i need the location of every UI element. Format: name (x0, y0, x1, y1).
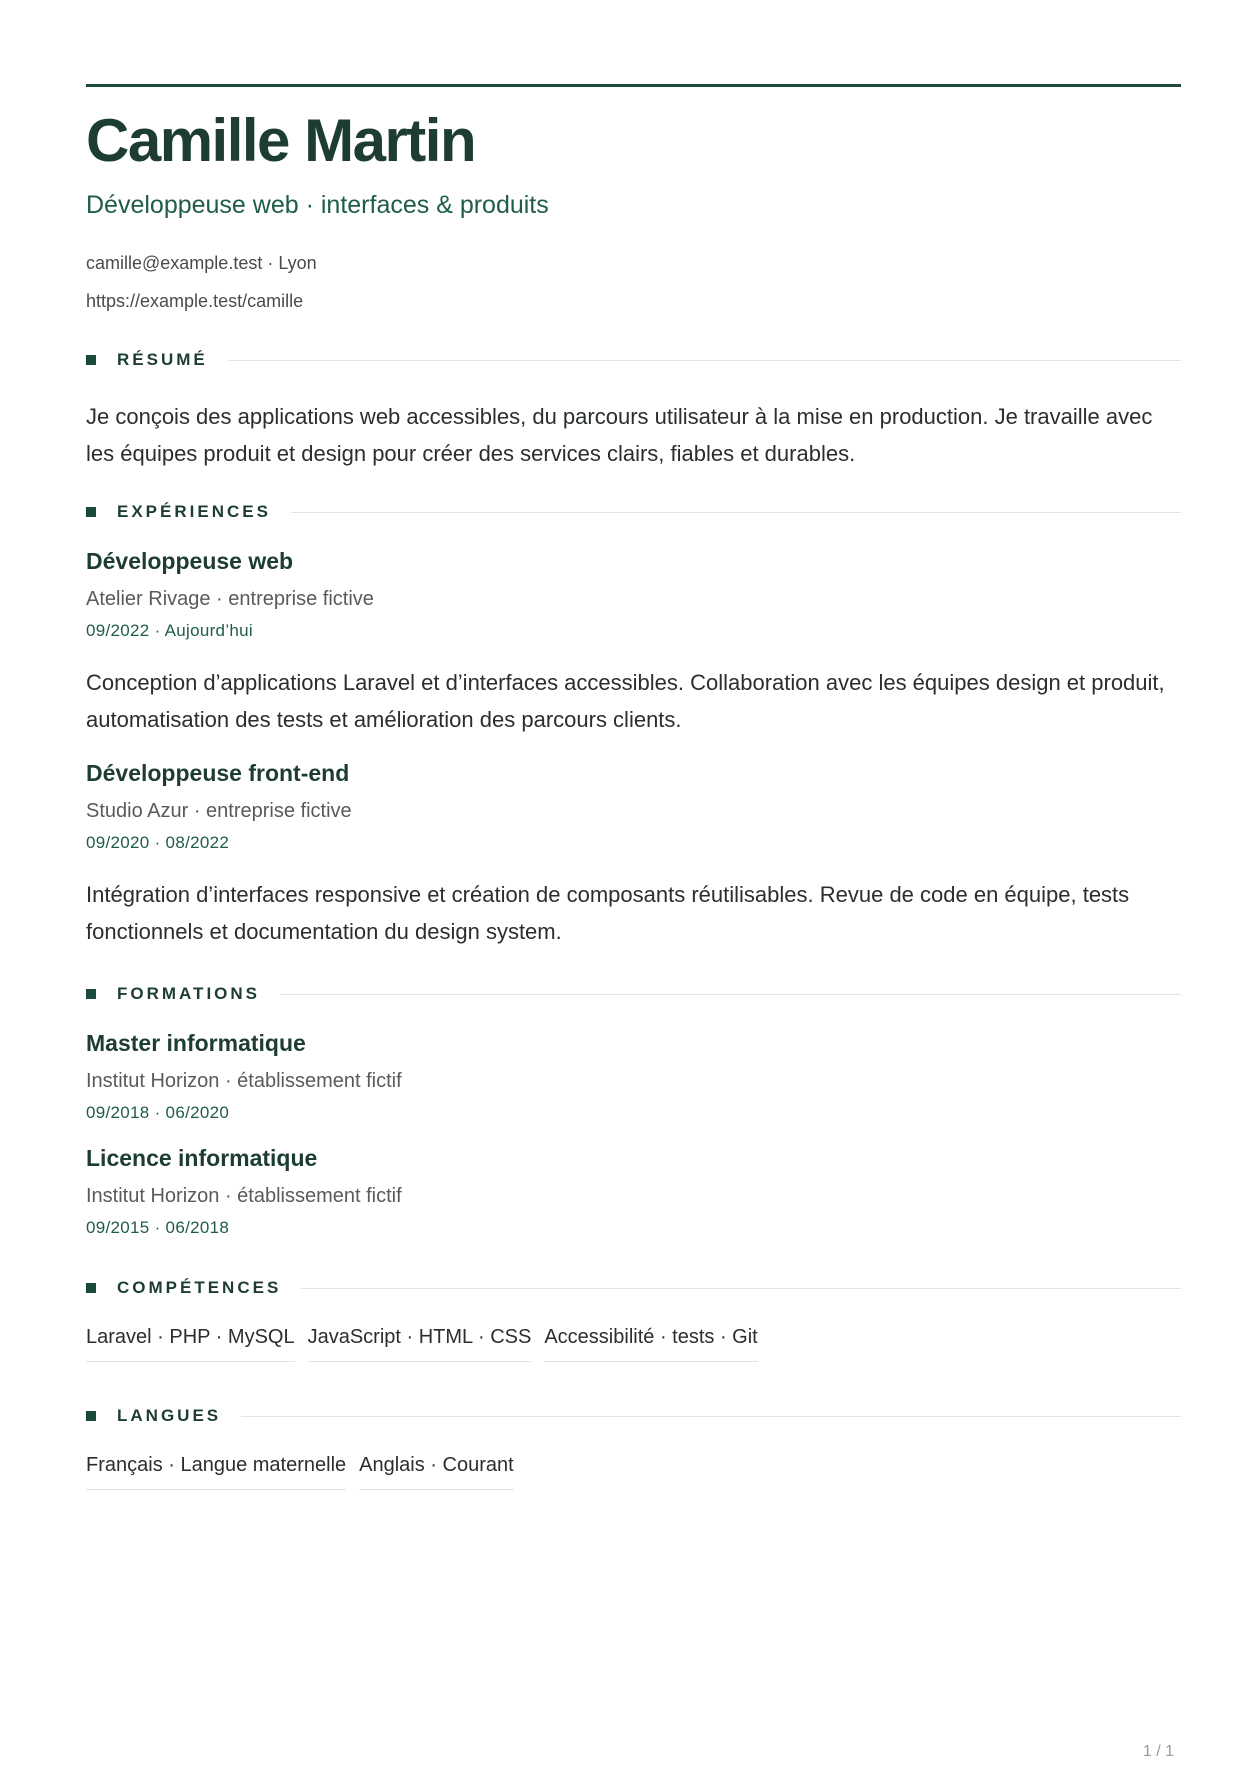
top-rule (86, 84, 1181, 87)
education-dates: 09/2018 · 06/2020 (86, 1103, 230, 1122)
education-school: Institut Horizon · établissement fictif (86, 1185, 402, 1207)
summary-section (86, 350, 1181, 472)
skill-chip: Laravel · PHP · MySQL (86, 1326, 295, 1362)
contact-line[interactable]: camille@example.test · Lyon (86, 253, 317, 273)
section-header (86, 502, 1181, 522)
language-chip: Anglais · Courant (359, 1454, 514, 1490)
education-school: Institut Horizon · établissement fictif (86, 1070, 402, 1092)
section-divider (241, 1416, 1181, 1417)
page-number: 1 / 1 (1142, 1743, 1174, 1760)
section-title: FORMATIONS (117, 984, 261, 1003)
experience-description: Conception d’applications Laravel et d’interfaces accessibles. Collaboration avec les équipes design et produit, automatisation des tests et amélioration des parcours clients. (86, 670, 1165, 732)
education-degree: Master informatique (86, 1030, 306, 1056)
section-marker-icon (86, 1283, 96, 1293)
experience-org: Atelier Rivage · entreprise fictive (86, 588, 374, 610)
section-marker-icon (86, 355, 96, 365)
education-dates: 09/2015 · 06/2018 (86, 1218, 230, 1237)
summary-text: Je conçois des applications web accessibles, du parcours utilisateur à la mise en production. Je travaille avec les équipes produit et design pour créer des services clairs, fiables et durables. (86, 404, 1153, 466)
section-marker-icon (86, 1411, 96, 1421)
section-divider (228, 360, 1181, 361)
candidate-name: Camille Martin (86, 107, 476, 174)
experience-description: Intégration d’interfaces responsive et création de composants réutilisables. Revue de code en équipe, tests fonctionnels et documentation du design system. (86, 882, 1130, 944)
experience-role: Développeuse web (86, 548, 294, 574)
skill-chip: Accessibilité · tests · Git (544, 1326, 757, 1362)
experience-item (86, 548, 1181, 738)
website-link[interactable]: https://example.test/camille (86, 291, 304, 311)
section-title: COMPÉTENCES (117, 1278, 282, 1297)
education-item (86, 1145, 1181, 1238)
experience-section (86, 502, 1181, 950)
section-header (86, 1406, 1181, 1426)
section-title: RÉSUMÉ (117, 350, 208, 369)
experience-role: Développeuse front-end (86, 760, 350, 786)
languages-section (86, 1406, 1181, 1490)
section-title: EXPÉRIENCES (117, 502, 271, 521)
experience-list (86, 548, 1181, 950)
section-marker-icon (86, 989, 96, 999)
resume-page (86, 84, 1181, 1490)
skills-list (86, 1326, 1181, 1362)
candidate-subtitle: Développeuse web · interfaces & produits (86, 191, 549, 219)
education-list (86, 1030, 1181, 1238)
section-divider (291, 512, 1181, 513)
contact-block (86, 244, 1181, 320)
section-divider (301, 1288, 1181, 1289)
section-marker-icon (86, 507, 96, 517)
skills-section (86, 1278, 1181, 1362)
education-item (86, 1030, 1181, 1123)
section-header (86, 984, 1181, 1004)
section-divider (280, 994, 1181, 995)
experience-item (86, 760, 1181, 950)
experience-org: Studio Azur · entreprise fictive (86, 800, 352, 822)
languages-list (86, 1454, 1181, 1490)
section-header (86, 1278, 1181, 1298)
education-degree: Licence informatique (86, 1145, 318, 1171)
education-section (86, 984, 1181, 1238)
section-title: LANGUES (117, 1406, 222, 1425)
language-chip: Français · Langue maternelle (86, 1454, 346, 1490)
experience-dates: 09/2020 · 08/2022 (86, 833, 230, 852)
experience-dates: 09/2022 · Aujourd’hui (86, 621, 253, 640)
section-header (86, 350, 1181, 370)
skill-chip: JavaScript · HTML · CSS (308, 1326, 532, 1362)
